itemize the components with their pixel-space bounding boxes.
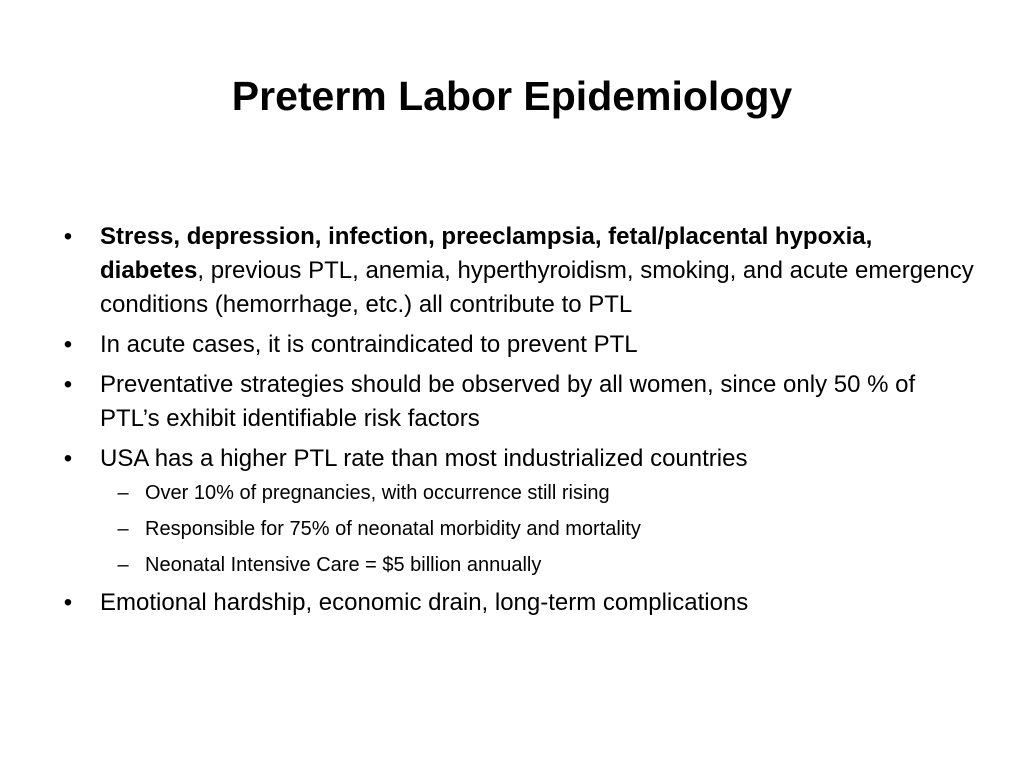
bullet-bold-lead: Stress, depression, infection, preeclampsia, fetal/placental hypoxia, diabetes — [100, 223, 873, 284]
sub-item-pregnancy-rate — [100, 478, 980, 508]
bullet-marker: • — [63, 223, 73, 250]
bullet-marker: • — [63, 331, 73, 358]
sub-item-neonatal-morbidity — [100, 514, 980, 544]
sub-bullet-marker: – — [117, 518, 129, 540]
bullet-item-usa-rate — [60, 442, 980, 580]
bullet-text: Preventative strategies should be observed by all women, since only 50 % of PTL’s exhibit identifiable risk factors — [100, 371, 916, 432]
bullet-marker: • — [63, 589, 73, 616]
sub-bullet-text: Neonatal Intensive Care = $5 billion annually — [145, 554, 542, 576]
sub-bullet-list — [100, 478, 980, 580]
bullet-item-preventative-strategies — [60, 368, 980, 436]
sub-bullet-marker: – — [117, 482, 129, 504]
bullet-item-hardship — [60, 586, 980, 620]
bullet-text: Emotional hardship, economic drain, long-term complications — [100, 589, 749, 616]
sub-bullet-text: Over 10% of pregnancies, with occurrence still rising — [145, 482, 610, 504]
sub-item-nicu-cost — [100, 550, 980, 580]
bullet-list — [60, 220, 980, 626]
sub-bullet-text: Responsible for 75% of neonatal morbidity and mortality — [145, 518, 641, 540]
slide-title: Preterm Labor Epidemiology — [231, 73, 793, 119]
bullet-marker: • — [63, 371, 73, 398]
bullet-marker: • — [63, 445, 73, 472]
bullet-text: In acute cases, it is contraindicated to prevent PTL — [100, 331, 638, 358]
bullet-item-contributing-factors — [60, 220, 980, 322]
bullet-text: , previous PTL, anemia, hyperthyroidism, smoking, and acute emergency conditions (hemorrhage, etc.) all contribute to PTL — [100, 257, 974, 318]
bullet-item-acute-cases — [60, 328, 980, 362]
sub-bullet-marker: – — [117, 554, 129, 576]
bullet-text: USA has a higher PTL rate than most industrialized countries — [100, 445, 748, 472]
